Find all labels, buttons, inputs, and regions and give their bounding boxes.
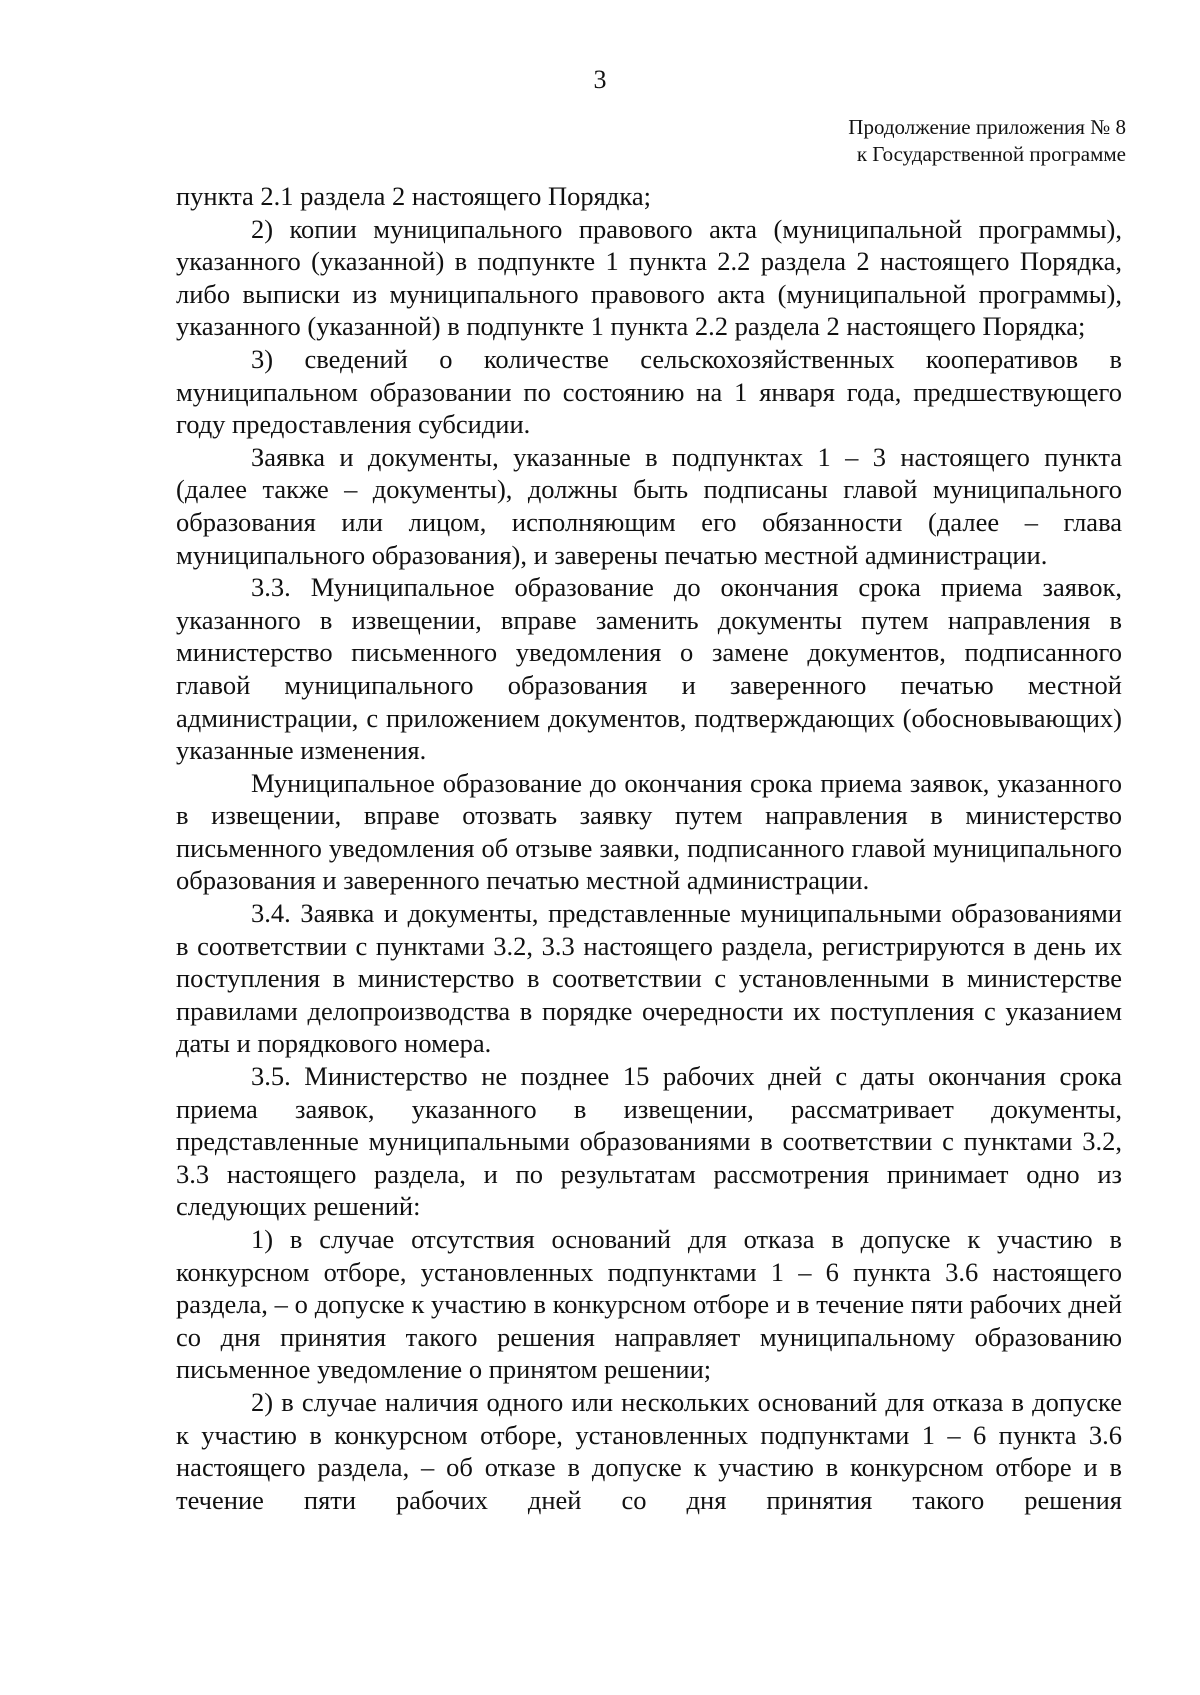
appendix-note-line-2: к Государственной программе	[856, 142, 1126, 166]
paragraph-signing-requirements: Заявка и документы, указанные в подпунктах 1 – 3 настоящего пункта (далее также – документы), должны быть подписаны главой муниципального образования или лицом, исполняющим его обязанности (далее – глава муниципального образования), и заверены печатью местной администрации.	[176, 441, 1122, 570]
paragraph-continuation: пункта 2.1 раздела 2 настоящего Порядка;	[176, 181, 651, 211]
paragraph-3-5: 3.5. Министерство не позднее 15 рабочих дней с даты окончания срока приема заявок, указанного в извещении, рассматривает документы, представленные муниципальными образованиями в соответствии с пунктами 3.2, 3.3 настоящего раздела, и по результатам рассмотрения принимает одно из следующих решений:	[176, 1061, 1122, 1222]
appendix-note-line-1: Продолжение приложения № 8	[848, 115, 1126, 139]
page-number: 3	[593, 65, 607, 94]
paragraph-subitem-3: 3) сведений о количестве сельскохозяйственных кооперативов в муниципальном образовании по состоянию на 1 января года, предшествующего году предоставления субсидии.	[176, 343, 1122, 440]
document-body	[176, 180, 1122, 1516]
paragraph-3-3: 3.3. Муниципальное образование до окончания срока приема заявок, указанного в извещении, вправе заменить документы путем направления в министерство письменного уведомления о замене документов, подписанного главой муниципального образования и заверенного печатью местной администрации, с приложением документов, подтверждающих (обосновывающих) указанные изменения.	[176, 572, 1122, 766]
paragraph-withdrawal: Муниципальное образование до окончания срока приема заявок, указанного в извещении, вправе отозвать заявку путем направления в министерство письменного уведомления об отзыве заявки, подписанного главой муниципального образования и заверенного печатью местной администрации.	[176, 767, 1122, 896]
paragraph-3-4: 3.4. Заявка и документы, представленные муниципальными образованиями в соответствии с пунктами 3.2, 3.3 настоящего раздела, регистрируются в день их поступления в министерство в соответствии с установленными в министерстве правилами делопроизводства в порядке очередности их поступления с указанием даты и порядкового номера.	[176, 898, 1122, 1059]
paragraph-decision-2: 2) в случае наличия одного или нескольких оснований для отказа в допуске к участию в конкурсном отборе, установленных подпунктами 1 – 6 пункта 3.6 настоящего раздела, – об отказе в допуске к участию в конкурсном отборе и в течение пяти рабочих дней со дня принятия такого решения	[176, 1386, 1122, 1515]
paragraph-subitem-2: 2) копии муниципального правового акта (муниципальной программы), указанного (указанной) в подпункте 1 пункта 2.2 раздела 2 настоящего Порядка, либо выписки из муниципального правового акта (муниципальной программы), указанного (указанной) в подпункте 1 пункта 2.2 раздела 2 настоящего Порядка;	[176, 213, 1122, 342]
appendix-note	[848, 114, 1126, 168]
paragraph-decision-1: 1) в случае отсутствия оснований для отказа в допуске к участию в конкурсном отборе, установленных подпунктами 1 – 6 пункта 3.6 настоящего раздела, – о допуске к участию в конкурсном отборе и в течение пяти рабочих дней со дня принятия такого решения направляет муниципальному образованию письменное уведомление о принятом решении;	[176, 1224, 1122, 1385]
